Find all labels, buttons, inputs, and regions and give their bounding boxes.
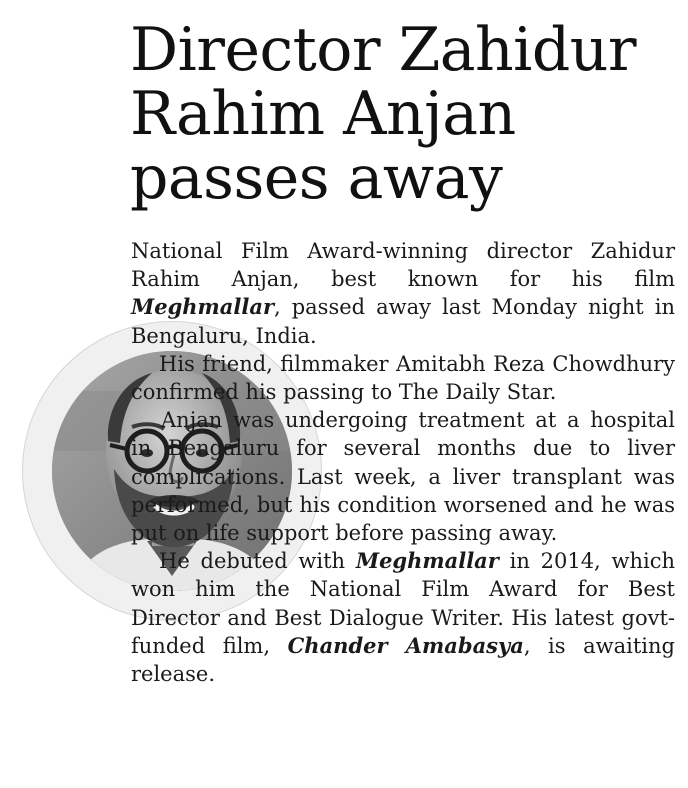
headline <box>130 15 670 213</box>
headline-line-3: passes away <box>130 143 503 213</box>
paragraph-4 <box>131 547 675 688</box>
film-title-meghmallar-2: Meghmallar <box>355 548 499 574</box>
paragraph-4-text-b: in 2014, which won him the National Film Award for Best Director and Best Dialogue Writer. His latest govt-funded film, <box>131 549 675 658</box>
film-title-meghmallar: Meghmallar <box>131 294 275 320</box>
film-title-chander-amabasya: Chander Amabasya <box>287 632 524 658</box>
paragraph-2: His friend, filmmaker Amitabh Reza Chowdhury confirmed his passing to The Daily Star. <box>131 351 675 405</box>
paragraph-4-text-c: , is awaiting release. <box>131 633 675 687</box>
photo-wrap-space <box>0 293 110 681</box>
paragraph-1-text-a: National Film Award-winning director Zahidur Rahim Anjan, best known for his film <box>131 239 675 292</box>
paragraph-4-text-a: He debuted with <box>159 549 356 574</box>
headline-line-1: Director Zahidur <box>130 15 637 85</box>
headline-line-2: Rahim Anjan <box>130 79 516 149</box>
article-body <box>131 237 675 688</box>
paragraph-1-text-b: , passed away last Monday night in Bengaluru, India. <box>131 295 675 348</box>
paragraph-3: Anjan was undergoing treatment at a hospital in Bengaluru for several months due to liver complications. Last week, a liver transplant was performed, but his condition worsened and he was put on life support before passing away. <box>131 408 675 546</box>
paragraph-1 <box>131 237 675 350</box>
